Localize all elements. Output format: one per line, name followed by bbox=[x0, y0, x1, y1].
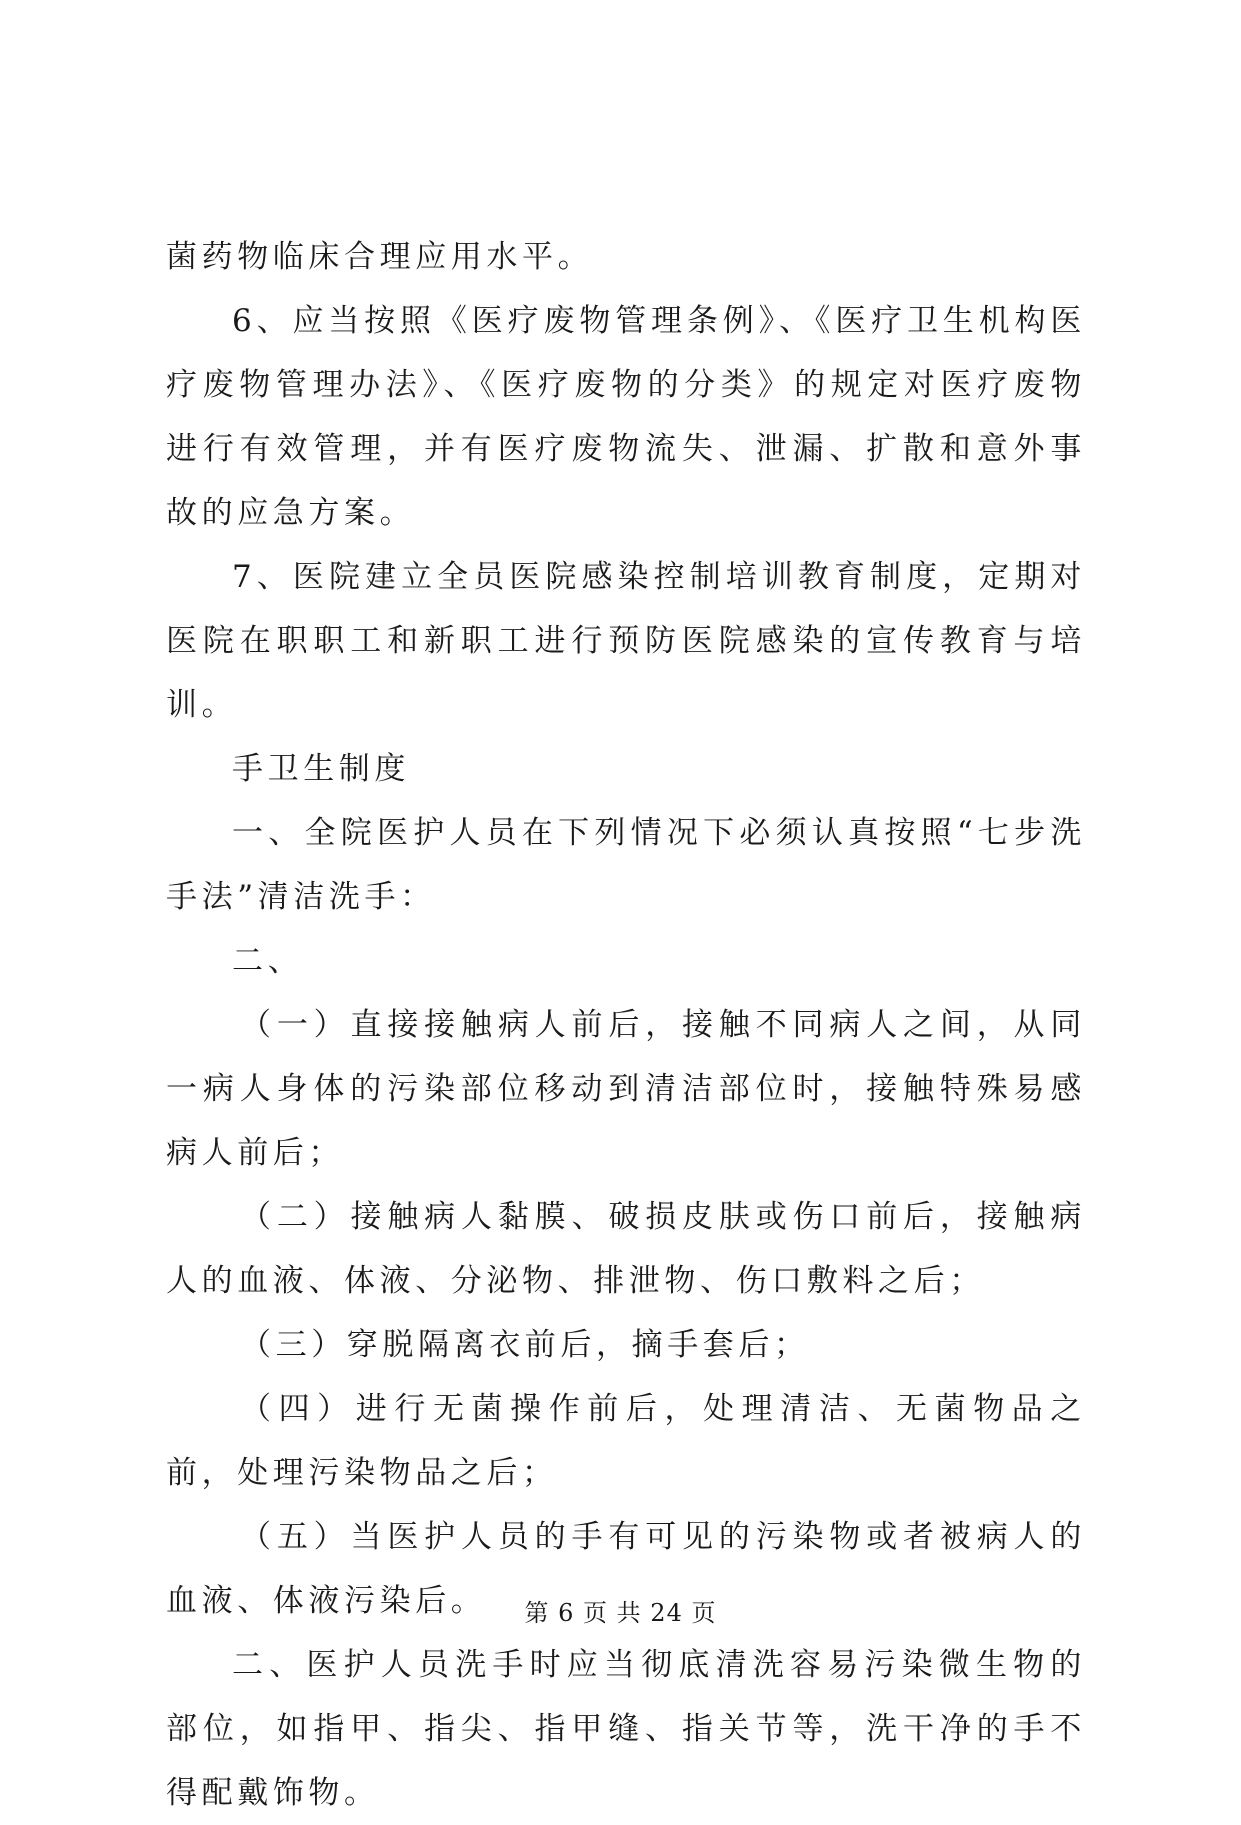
paragraph-rule-2: 二、医护人员洗手时应当彻底清洗容易污染微生物的部位，如指甲、指尖、指甲缝、指关节等，洗干净的手不得配戴饰物。 bbox=[166, 1647, 1086, 1811]
paragraph-sub-5: （五）当医护人员的手有可见的污染物或者被病人的血液、体液污染后。 bbox=[166, 1519, 1086, 1619]
paragraph-rule-1: 一、全院医护人员在下列情况下必须认真按照“七步洗手法”清洁洗手： bbox=[166, 815, 1086, 915]
paragraph-sub-3: （三）穿脱隔离衣前后，摘手套后； bbox=[240, 1327, 810, 1363]
paragraph-sub-2: （二）接触病人黏膜、破损皮肤或伤口前后，接触病人的血液、体液、分泌物、排泄物、伤口敷料之后； bbox=[166, 1199, 1086, 1299]
paragraph-rule-2-label: 二、 bbox=[232, 943, 304, 979]
paragraph-sub-4: （四）进行无菌操作前后，处理清洁、无菌物品之前，处理污染物品之后； bbox=[166, 1391, 1086, 1491]
paragraph-item-6: 6、应当按照《医疗废物管理条例》、《医疗卫生机构医疗废物管理办法》、《医疗废物的分类》的规定对医疗废物进行有效管理，并有医疗废物流失、泄漏、扩散和意外事故的应急方案。 bbox=[166, 303, 1086, 531]
page-number-footer: 第 6 页 共 24 页 bbox=[524, 1599, 717, 1627]
paragraph-continuation: 菌药物临床合理应用水平。 bbox=[166, 239, 594, 275]
section-heading: 手卫生制度 bbox=[232, 751, 410, 787]
paragraph-item-7: 7、医院建立全员医院感染控制培训教育制度，定期对医院在职职工和新职工进行预防医院感染的宣传教育与培训。 bbox=[166, 559, 1086, 723]
paragraph-sub-1: （一）直接接触病人前后，接触不同病人之间，从同一病人身体的污染部位移动到清洁部位时，接触特殊易感病人前后； bbox=[166, 1007, 1086, 1171]
document-body bbox=[166, 225, 1086, 1825]
